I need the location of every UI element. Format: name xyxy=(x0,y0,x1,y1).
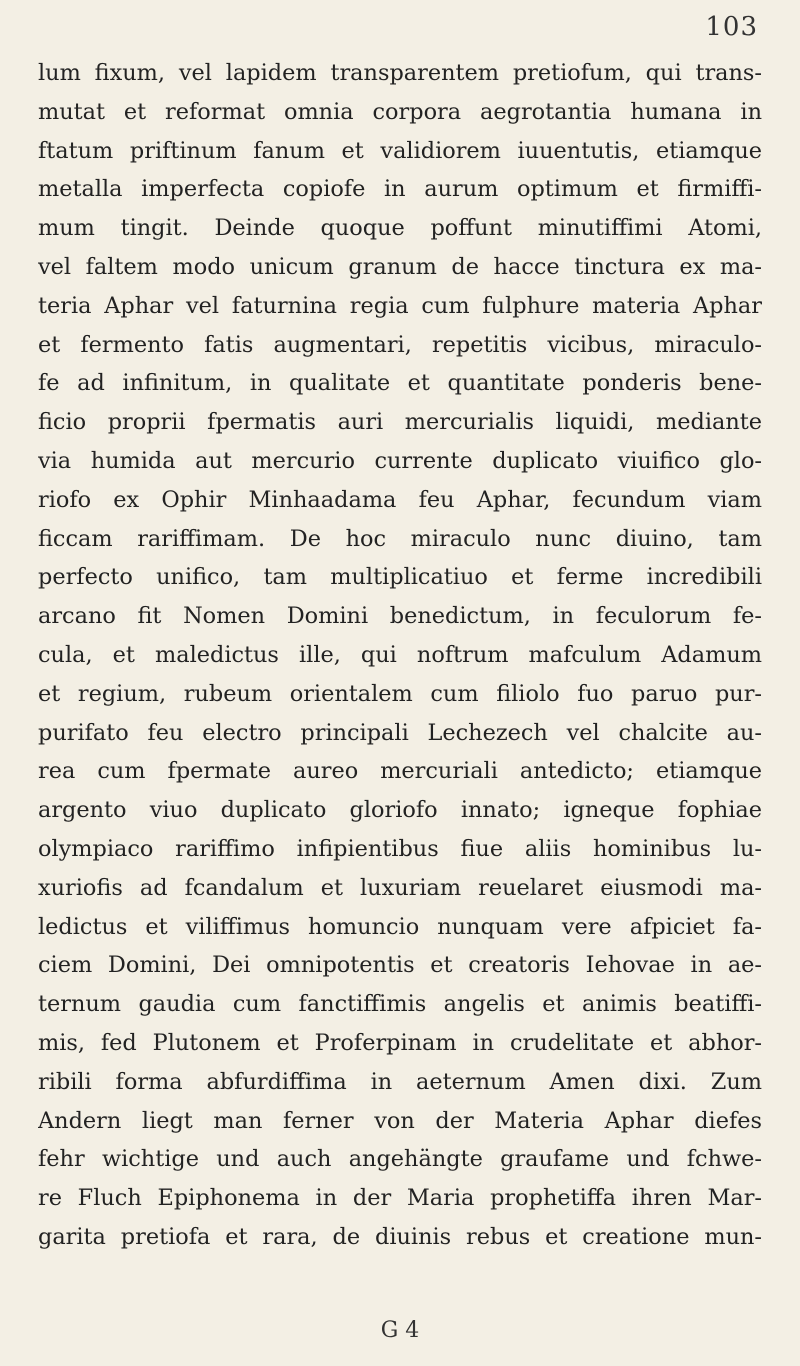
text-line: lum fixum, vel lapidem transparentem pretiofum, qui trans- xyxy=(38,60,762,86)
text-line: metalla imperfecta copiofe in aurum optimum et firmiffi- xyxy=(38,176,762,203)
text-line: purifato feu electro principali Lechezech vel chalcite au- xyxy=(38,719,762,746)
text-line: vel faltem modo unicum granum de hacce tinctura ex ma- xyxy=(38,253,762,280)
text-line: Andern liegt man ferner von der Materia Aphar diefes xyxy=(38,1107,762,1134)
text-line: perfecto unifico, tam multiplicatiuo et ferme incredibili xyxy=(38,564,762,591)
text-line: cula, et maledictus ille, qui noftrum mafculum Adamum xyxy=(38,641,762,668)
text-line: teria Aphar vel faturnina regia cum fulphure materia Aphar xyxy=(38,292,762,319)
text-line: fehr wichtige und auch angehängte graufame und fchwe- xyxy=(38,1146,762,1173)
text-line: riofo ex Ophir Minhaadama feu Aphar, fecundum viam xyxy=(38,486,762,513)
text-line: via humida aut mercurio currente duplicato viuifico glo- xyxy=(38,447,762,474)
text-line: ftatum priftinum fanum et validiorem iuuentutis, etiamque xyxy=(38,137,762,164)
page-number: 103 xyxy=(705,12,758,42)
text-line: mutat et reformat omnia corpora aegrotantia humana in xyxy=(38,98,762,125)
text-line: et fermento fatis augmentari, repetitis vicibus, miraculo- xyxy=(38,331,762,358)
text-line: re Fluch Epiphonema in der Maria prophetiffa ihren Mar- xyxy=(38,1185,762,1212)
text-line: fe ad infinitum, in qualitate et quantitate ponderis bene- xyxy=(38,370,762,397)
text-line: mum tingit. Deinde quoque poffunt minutiffimi Atomi, xyxy=(38,215,762,242)
text-line: rea cum fpermate aureo mercuriali antedicto; etiamque xyxy=(38,758,762,785)
body-text xyxy=(38,54,762,1257)
text-line: xuriofis ad fcandalum et luxuriam reuelaret eiusmodi ma- xyxy=(38,874,762,901)
signature-mark: G 4 xyxy=(380,1318,420,1343)
text-line: mis, fed Plutonem et Proferpinam in crudelitate et abhor- xyxy=(38,1029,762,1056)
text-line: argento viuo duplicato gloriofo innato; igneque fophiae xyxy=(38,797,762,824)
text-line: arcano fit Nomen Domini benedictum, in feculorum fe- xyxy=(38,603,762,630)
text-line: garita pretiofa et rara, de diuinis rebus et creatione mun- xyxy=(38,1223,762,1250)
text-line: ciem Domini, Dei omnipotentis et creatoris Iehovae in ae- xyxy=(38,952,762,979)
text-line: ficio proprii fpermatis auri mercurialis liquidi, mediante xyxy=(38,409,762,436)
text-line: olympiaco rariffimo infipientibus fiue aliis hominibus lu- xyxy=(38,835,762,862)
text-line: ternum gaudia cum fanctiffimis angelis et animis beatiffi- xyxy=(38,991,762,1018)
text-line: ledictus et viliffimus homuncio nunquam vere afpiciet fa- xyxy=(38,913,762,940)
text-line: ficcam rariffimam. De hoc miraculo nunc diuino, tam xyxy=(38,525,762,552)
text-line: et regium, rubeum orientalem cum filiolo fuo paruo pur- xyxy=(38,680,762,707)
text-line: ribili forma abfurdiffima in aeternum Amen dixi. Zum xyxy=(38,1068,762,1095)
